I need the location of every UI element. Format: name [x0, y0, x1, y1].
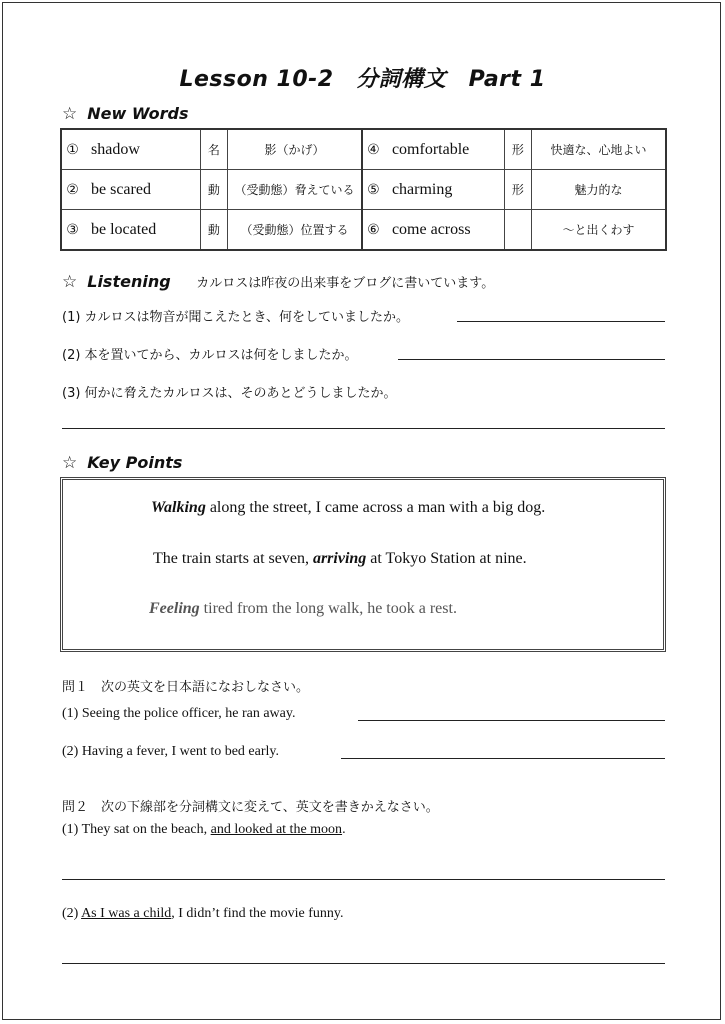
answer-line[interactable]: [398, 359, 665, 360]
listening-heading: ☆ Listening カルロスは昨夜の出来事をブログに書いています。: [62, 272, 495, 292]
word-english: comfortable: [384, 129, 504, 170]
key-word: Walking: [151, 499, 206, 516]
listening-question-2: (2) 本を置いてから、カルロスは何をしましたか。: [62, 348, 358, 363]
word-pos: [504, 210, 531, 251]
underlined-phrase: As I was a child: [81, 906, 172, 921]
new-words-table: [60, 128, 667, 251]
word-pos: 動: [200, 210, 227, 251]
listening-question-3: (3) 何かに脅えたカルロスは、そのあとどうしましたか。: [62, 386, 397, 401]
star-icon: ☆: [62, 272, 78, 292]
word-meaning: 影（かげ）: [228, 129, 362, 170]
word-meaning: 魅力的な: [532, 170, 666, 210]
word-pos: 形: [504, 170, 531, 210]
key-word: Feeling: [149, 600, 200, 617]
question-1-item-2: (2) Having a fever, I went to bed early.: [62, 744, 279, 759]
answer-line[interactable]: [457, 321, 665, 322]
question-1-heading: 問１ 次の英文を日本語になおしなさい。: [62, 680, 310, 695]
answer-line[interactable]: [62, 879, 665, 880]
word-number: ①: [61, 129, 83, 170]
star-icon: ☆: [62, 453, 78, 473]
word-meaning: ～と出くわす: [532, 210, 666, 251]
key-sentence-3: Feeling tired from the long walk, he took a rest.: [149, 600, 457, 617]
listening-note: カルロスは昨夜の出来事をブログに書いています。: [196, 276, 495, 291]
word-number: ③: [61, 210, 83, 251]
word-english: charming: [384, 170, 504, 210]
word-meaning: （受動態）位置する: [228, 210, 362, 251]
answer-line[interactable]: [358, 720, 665, 721]
word-meaning: 快適な、心地よい: [532, 129, 666, 170]
question-2-item-1: (1) They sat on the beach, and looked at the moon.: [62, 822, 346, 837]
word-number: ⑥: [362, 210, 384, 251]
question-1-item-1: (1) Seeing the police officer, he ran away.: [62, 706, 296, 721]
new-words-heading: ☆ New Words: [62, 104, 189, 124]
word-number: ④: [362, 129, 384, 170]
word-english: shadow: [83, 129, 200, 170]
key-sentence-2: The train starts at seven, arriving at Tokyo Station at nine.: [153, 550, 527, 567]
word-number: ②: [61, 170, 83, 210]
key-points-heading: ☆ Key Points: [62, 453, 183, 473]
word-meaning: （受動態）脅えている: [228, 170, 362, 210]
word-pos: 動: [200, 170, 227, 210]
word-english: be located: [83, 210, 200, 251]
answer-line[interactable]: [341, 758, 665, 759]
word-number: ⑤: [362, 170, 384, 210]
word-pos: 名: [200, 129, 227, 170]
word-pos: 形: [504, 129, 531, 170]
word-english: come across: [384, 210, 504, 251]
underlined-phrase: and looked at the moon: [210, 822, 343, 837]
key-sentence-1: Walking along the street, I came across a man with a big dog.: [151, 499, 546, 516]
word-english: be scared: [83, 170, 200, 210]
page-title: Lesson 10-2 分詞構文 Part 1: [179, 67, 546, 92]
star-icon: ☆: [62, 104, 78, 124]
listening-question-1: (1) カルロスは物音が聞こえたとき、何をしていましたか。: [62, 310, 410, 325]
table-row: [61, 170, 666, 210]
table-row: [61, 129, 666, 170]
answer-line[interactable]: [62, 963, 665, 964]
question-2-heading: 問２ 次の下線部を分詞構文に変えて、英文を書きかえなさい。: [62, 800, 439, 815]
table-row: [61, 210, 666, 251]
key-word: arriving: [312, 550, 367, 567]
question-2-item-2: (2) As I was a child, I didn’t find the movie funny.: [62, 906, 344, 921]
answer-line[interactable]: [62, 428, 665, 429]
